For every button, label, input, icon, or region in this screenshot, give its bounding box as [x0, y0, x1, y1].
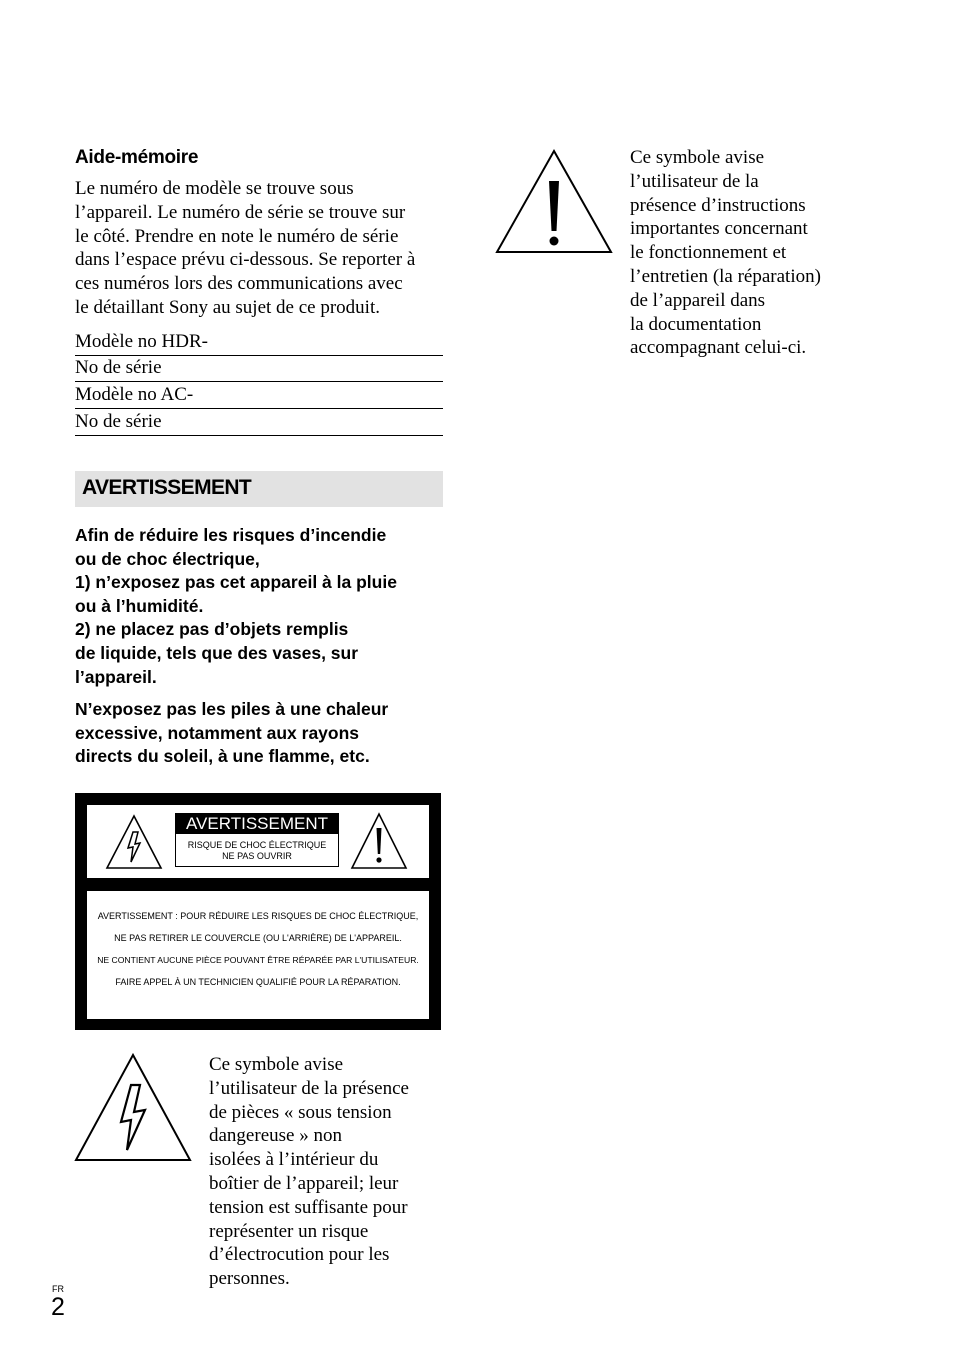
lightning-triangle-icon	[104, 813, 164, 871]
lightning-symbol-text: Ce symbole avise l’utilisateur de la présence de pièces « sous tension dangereuse » non isolées à l’intérieur du boîtier de l’appareil; leur tension est suffisante pour représenter un risque d’électrocution pour les personnes.	[209, 1054, 409, 1290]
page-number: 2	[51, 1293, 65, 1321]
avertissement-heading: AVERTISSEMENT	[82, 476, 252, 499]
aide-memoire-text: Le numéro de modèle se trouve sous l’appareil. Le numéro de série se trouve sur le côté. Prendre en note le numéro de série dans l’espace prévu ci-dessous. Se reporter à ces numéros lors des communications avec le détaillant Sony au sujet de ce produit.	[75, 178, 416, 318]
avertissement-heading-bar	[75, 471, 443, 507]
warning-label-line-1: AVERTISSEMENT : POUR RÉDUIRE LES RISQUES DE CHOC ÉLECTRIQUE,	[97, 911, 419, 921]
warning-label-line-3: NE CONTIENT AUCUNE PIÈCE POUVANT ÊTRE RÉPARÉE PAR L'UTILISATEUR.	[97, 955, 419, 965]
exclamation-symbol-text: Ce symbole avise l’utilisateur de la présence d’instructions importantes concernant le fonctionnement et l’entretien (la réparation) de l’appareil dans la documentation accompagnant celui-ci.	[630, 147, 821, 359]
lightning-triangle-icon	[73, 1052, 193, 1164]
field-model-ac: Modèle no AC-	[75, 383, 443, 409]
warning-label-subtitle: RISQUE DE CHOC ÉLECTRIQUE NE PAS OUVRIR	[175, 834, 339, 867]
warning-label-line-4: FAIRE APPEL À UN TECHNICIEN QUALIFIÉ POUR LA RÉPARATION.	[115, 977, 401, 987]
exclamation-triangle-icon	[494, 148, 614, 256]
field-model-hdr: Modèle no HDR-	[75, 330, 443, 356]
warning-label-top	[87, 805, 429, 878]
warning-text-1: Afin de réduire les risques d’incendie ou de choc électrique, 1) n’exposez pas cet appareil à la pluie ou à l’humidité. 2) ne placez pas d’objets remplis de liquide, tels que des vases, sur l’appareil.	[75, 525, 397, 687]
aide-memoire-heading: Aide-mémoire	[75, 147, 199, 168]
page-language: FR	[52, 1284, 64, 1294]
warning-label-body	[87, 891, 429, 1019]
field-serial-2: No de série	[75, 410, 443, 436]
warning-label-title-box	[175, 813, 339, 869]
warning-label	[75, 793, 441, 1030]
warning-label-title: AVERTISSEMENT	[175, 813, 339, 834]
warning-label-line-2: NE PAS RETIRER LE COUVERCLE (OU L'ARRIÈRE) DE L'APPAREIL.	[114, 933, 402, 943]
exclamation-triangle-icon	[349, 811, 409, 871]
warning-text-2: N’exposez pas les piles à une chaleur excessive, notamment aux rayons directs du soleil, à une flamme, etc.	[75, 699, 389, 767]
field-serial-1: No de série	[75, 356, 443, 382]
